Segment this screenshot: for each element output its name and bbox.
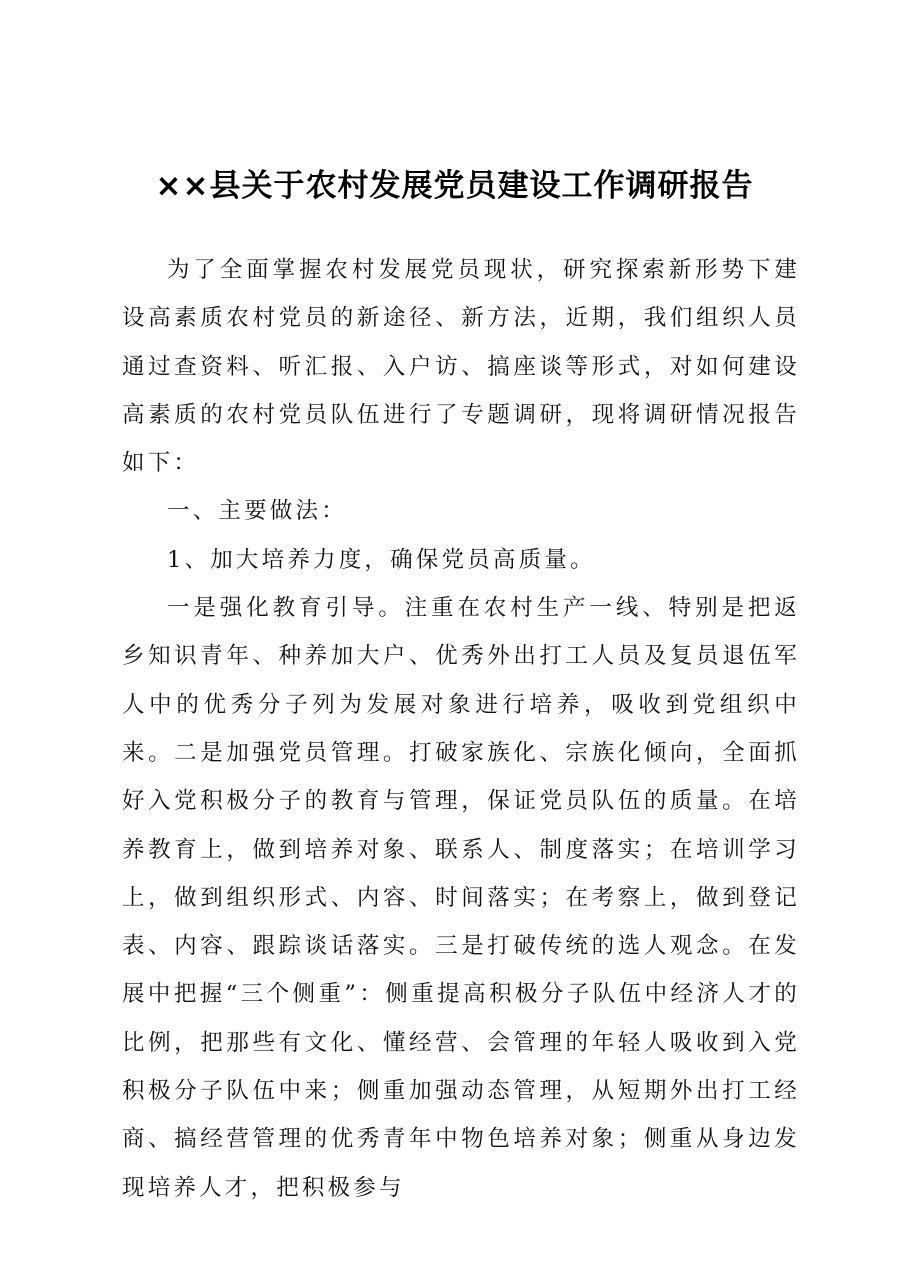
document-body: [122, 246, 800, 1212]
body-paragraph: 一是强化教育引导。注重在农村生产一线、特别是把返乡知识青年、种养加大户、优秀外出打工人员及复员退伍军人中的优秀分子列为发展对象进行培养，吸收到党组织中来。二是加强党员管理。打破家族化、宗族化倾向，全面抓好入党积极分子的教育与管理，保证党员队伍的质量。在培养教育上，做到培养对象、联系人、制度落实；在培训学习上，做到组织形式、内容、时间落实；在考察上，做到登记表、内容、跟踪谈话落实。三是打破传统的选人观念。在发展中把握“三个侧重”：侧重提高积极分子队伍中经济人才的比例，把那些有文化、懂经营、会管理的年轻人吸收到入党积极分子队伍中来；侧重加强动态管理，从短期外出打工经商、搞经营管理的优秀青年中物色培养对象；侧重从身边发现培养人才，把积极参与: [122, 595, 800, 1201]
section-heading: 一、主要做法：: [167, 498, 347, 525]
document-title: ××县关于农村发展党员建设工作调研报告: [155, 168, 754, 204]
intro-paragraph: 为了全面掌握农村发展党员现状，研究探索新形势下建设高素质农村党员的新途径、新方法，近期，我们组织人员通过查资料、听汇报、入户访、搞座谈等形式，对如何建设高素质的农村党员队伍进行了专题调研，现将调研情况报告如下：: [122, 257, 800, 477]
subsection-heading: 1、加大培养力度，确保党员高质量。: [167, 546, 596, 573]
